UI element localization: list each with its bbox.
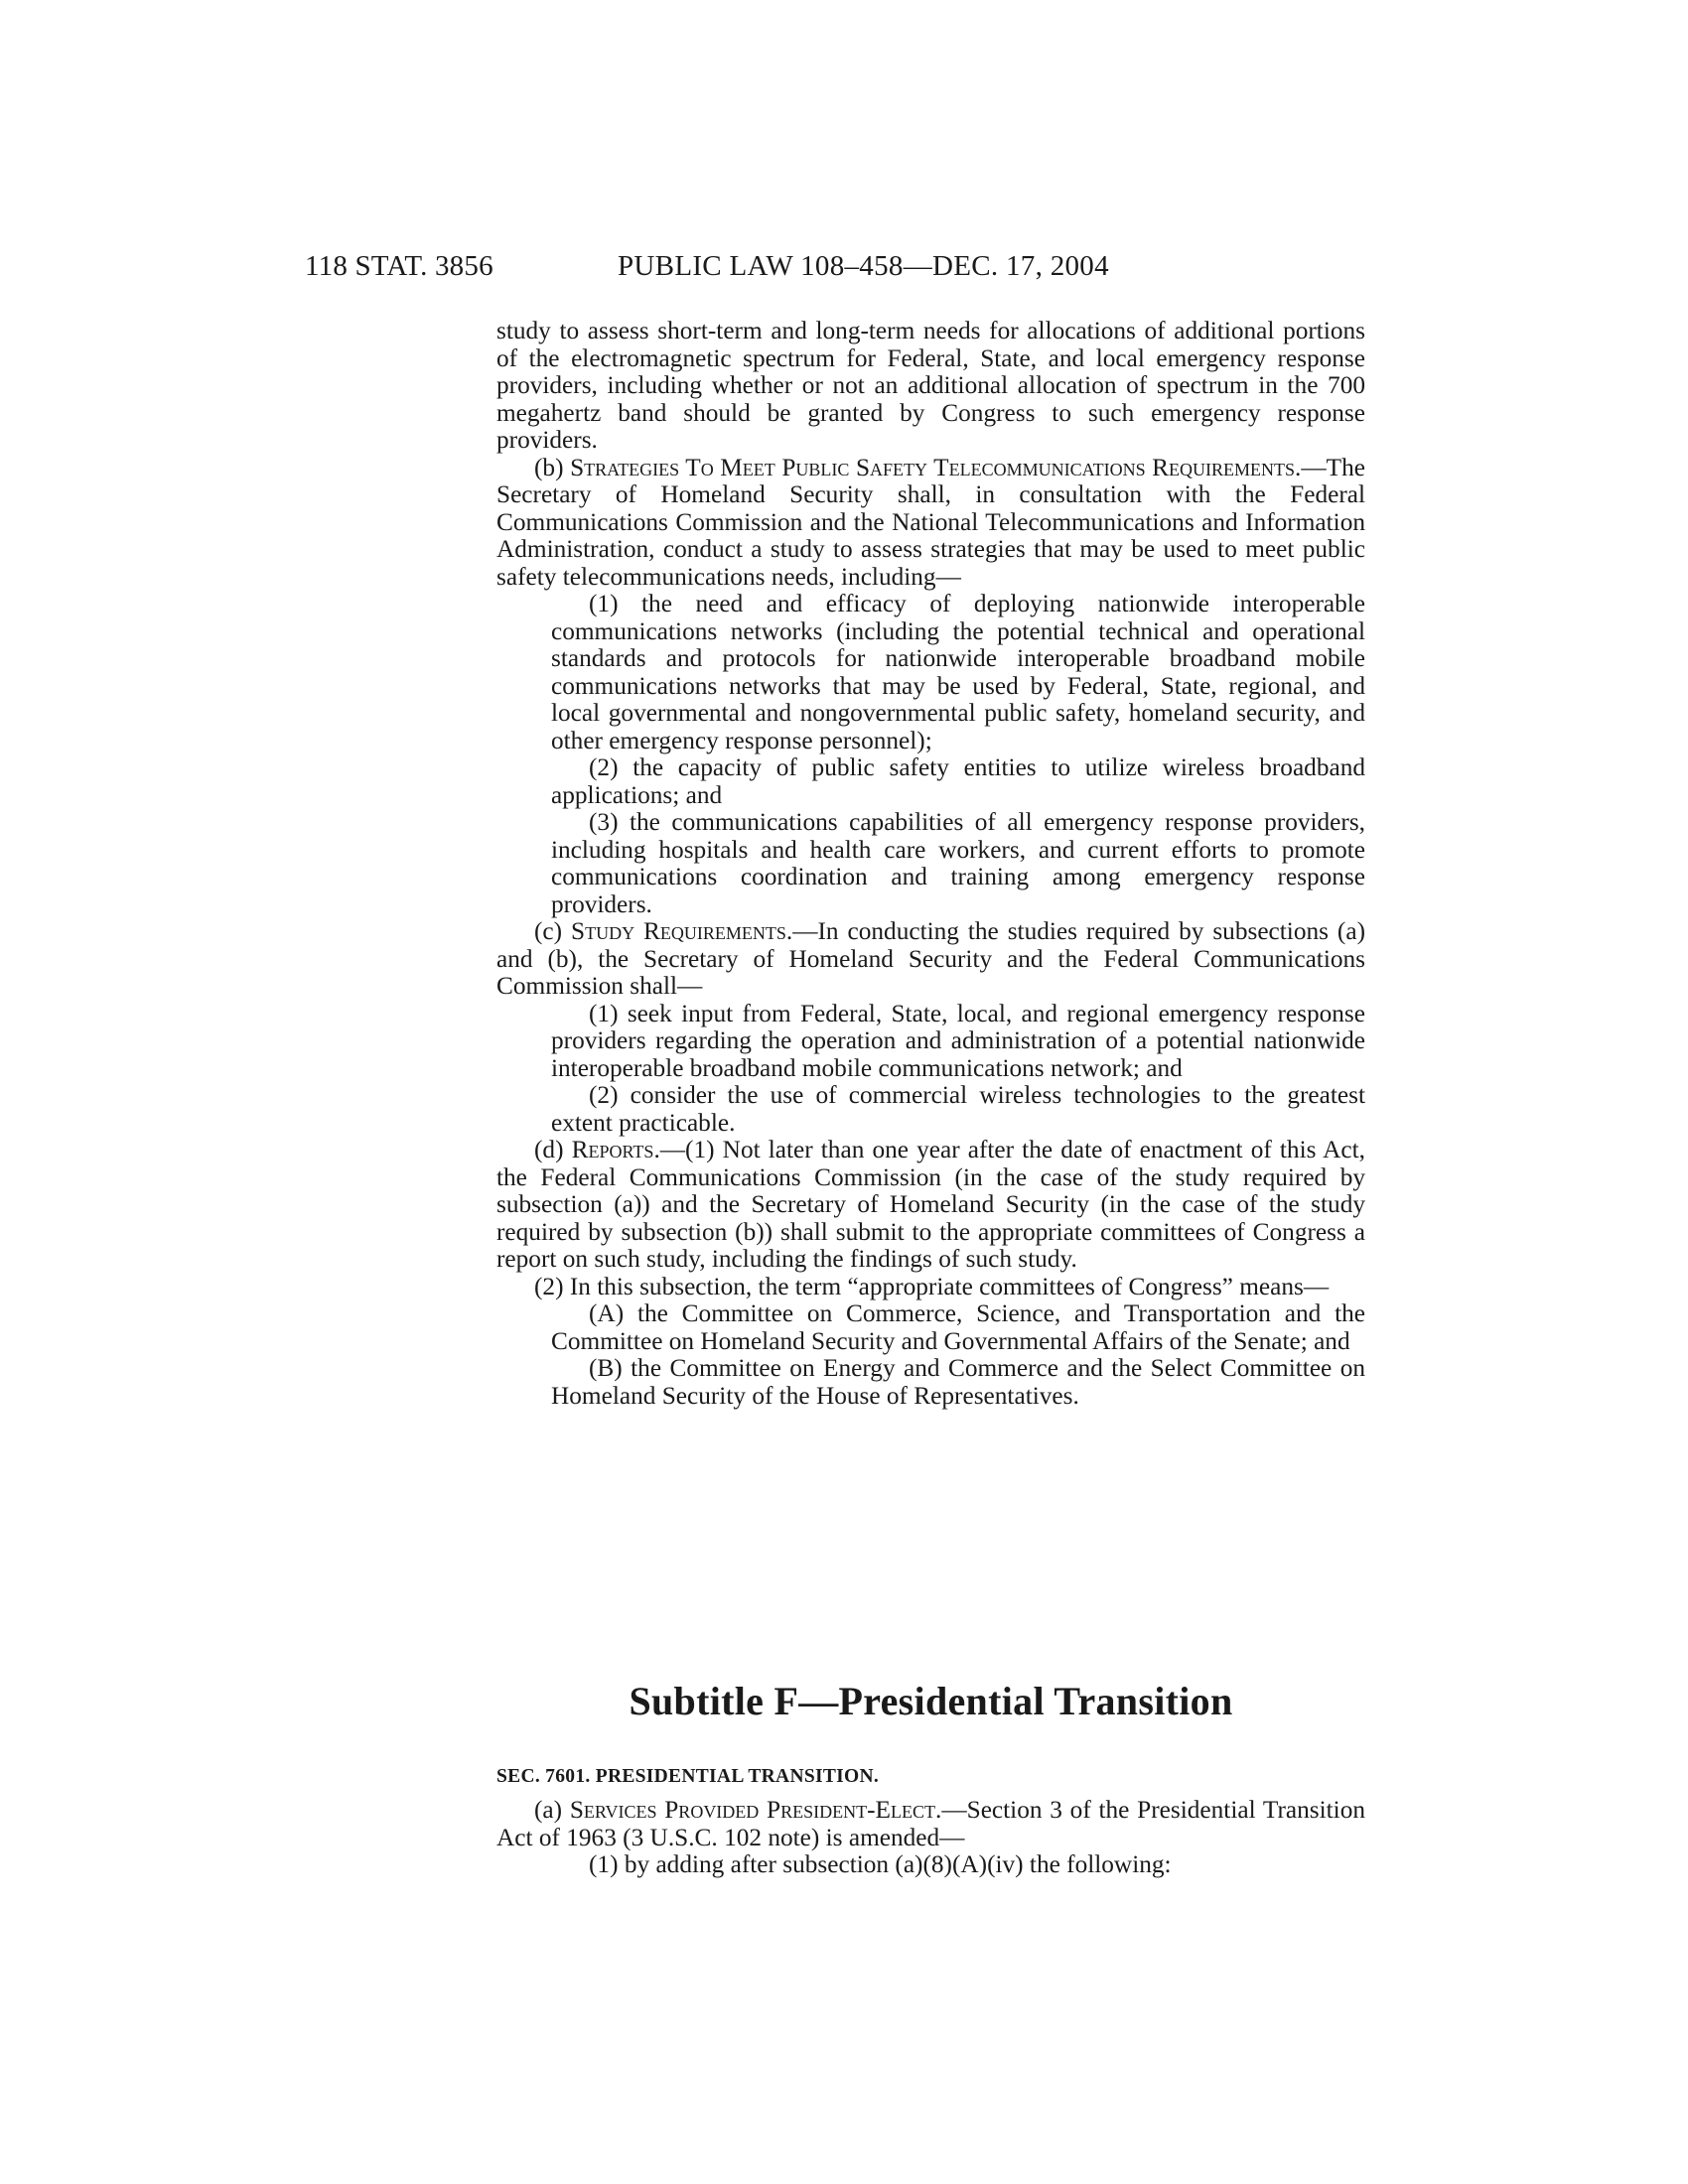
heading-study-requirements: Study Requirements (571, 917, 786, 945)
body-text (496, 318, 1365, 1410)
list-item-b3: (3) the communications capabilities of all emergency response providers, including hospitals and health care workers, and current efforts to promote communications coordination and training among emergency response providers. (551, 808, 1365, 918)
list-item-c2: (2) consider the use of commercial wireless technologies to the greatest extent practicable. (551, 1081, 1365, 1137)
paragraph-c: (c) Study Requirements.—In conducting the studies required by subsections (a) and (b), the Secretary of Homeland Security and the Federal Communications Commission shall— (496, 917, 1365, 1000)
public-law-citation: PUBLIC LAW 108–458—DEC. 17, 2004 (618, 250, 1109, 282)
statute-page-number: 118 STAT. 3856 (305, 250, 493, 282)
list-item-a1: (1) by adding after subsection (a)(8)(A)(iv) the following: (589, 1850, 1172, 1878)
heading-reports: Reports (571, 1136, 654, 1163)
section-heading: SEC. 7601. PRESIDENTIAL TRANSITION. (496, 1766, 880, 1787)
subtitle-heading: Subtitle F—Presidential Transition (629, 1679, 1233, 1723)
section-body (496, 1797, 1365, 1879)
list-item-c1: (1) seek input from Federal, State, local, and regional emergency response providers regarding the operation and administration of a potential nationwide interoperable broadband mobile communications network; and (551, 999, 1365, 1082)
heading-strategies: Strategies To Meet Public Safety Telecommunications Requirements (570, 453, 1296, 481)
paragraph-d: (d) Reports.—(1) Not later than one year after the date of enactment of this Act, the Federal Communications Commission (in the case of the study required by subsection (a)) and the Secretary of Homeland Security (in the case of the study required by subsection (b)) shall submit to the appropriate committees of Congress a report on such study, including the findings of such study. (496, 1136, 1366, 1273)
list-item-dB: (B) the Committee on Energy and Commerce and the Select Committee on Homeland Security of the House of Representatives. (551, 1354, 1365, 1410)
page-header (0, 250, 1688, 290)
list-item-dA: (A) the Committee on Commerce, Science, and Transportation and the Committee on Homeland Security and Governmental Affairs of the Senate; and (551, 1299, 1365, 1355)
paragraph-a: (a) Services Provided President-Elect.—Section 3 of the Presidential Transition Act of 1963 (3 U.S.C. 102 note) is amended— (496, 1796, 1365, 1851)
list-item-b1: (1) the need and efficacy of deploying nationwide interoperable communications networks (including the potential technical and operational standards and protocols for nationwide interoperable broadband mobile communications networks that may be used by Federal, State, regional, and local governmental and nongovernmental public safety, homeland security, and other emergency response personnel); (551, 590, 1365, 754)
paragraph-continuation: study to assess short-term and long-term needs for allocations of additional portions of the electromagnetic spectrum for Federal, State, and local emergency response providers, including whether or not an additional allocation of spectrum in the 700 megahertz band should be granted by Congress to such emergency response providers. (496, 317, 1365, 454)
paragraph-d2: (2) In this subsection, the term “appropriate committees of Congress” means— (534, 1272, 1330, 1300)
paragraph-b: (b) Strategies To Meet Public Safety Telecommunications Requirements.—The Secretary of Homeland Security shall, in consultation with the Federal Communications Commission and the National Telecommunications and Information Administration, conduct a study to assess strategies that may be used to meet public safety telecommunications needs, including— (496, 453, 1365, 591)
heading-services: Services Provided President-Elect (569, 1796, 935, 1824)
list-item-b2: (2) the capacity of public safety entities to utilize wireless broadband applications; and (551, 753, 1365, 809)
